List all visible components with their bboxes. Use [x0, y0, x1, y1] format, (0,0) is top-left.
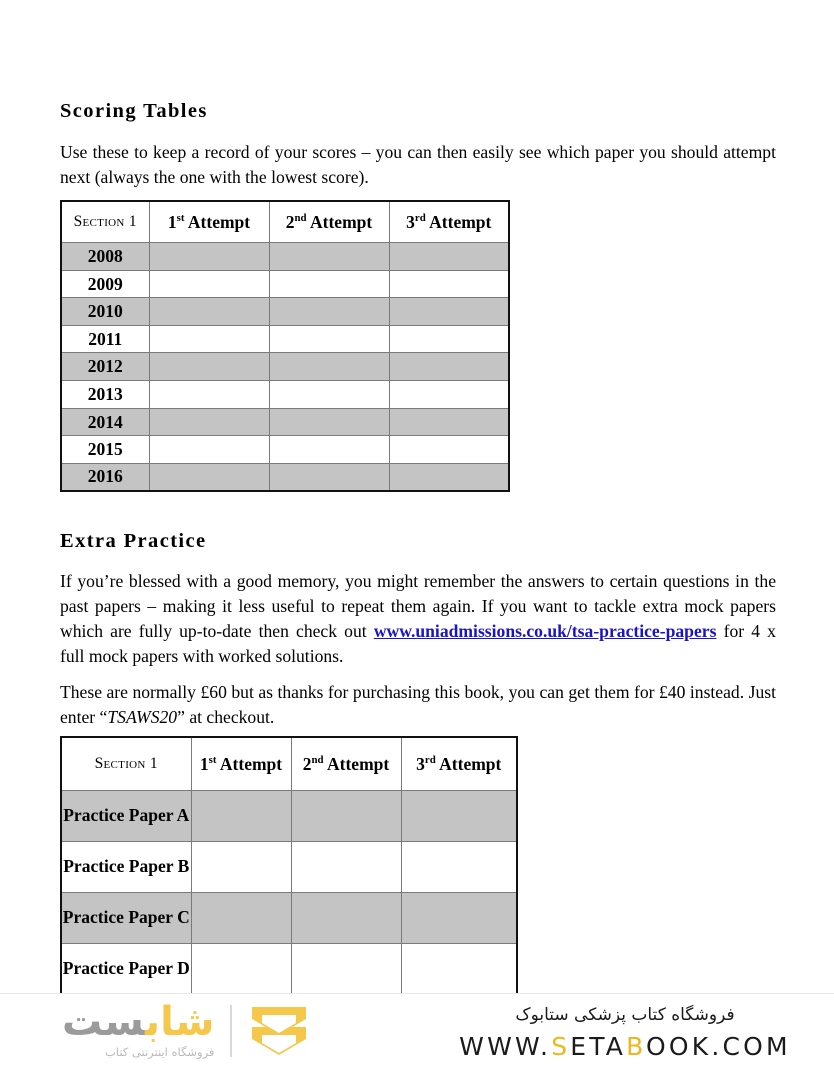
footer-text-group — [455, 1004, 795, 1061]
score-entry-cell[interactable] — [401, 943, 517, 994]
header-section-label: Section 1 — [61, 737, 191, 790]
header-attempt-1 — [149, 201, 269, 242]
score-entry-cell[interactable] — [389, 242, 509, 270]
header-attempt-1-suffix: st — [208, 754, 217, 767]
url-prefix: WWW. — [459, 1032, 552, 1062]
header-attempt-3-word: Attempt — [439, 753, 502, 774]
year-label-cell: 2009 — [61, 270, 149, 298]
header-attempt-2-suffix: nd — [311, 754, 324, 767]
score-entry-cell[interactable] — [149, 380, 269, 408]
score-entry-cell[interactable] — [389, 408, 509, 436]
url-highlight-b: B — [626, 1032, 647, 1062]
paragraph-1-text-before-link: If you’re blessed with a good memory, you might remember the answers to certain questions in the past papers – making it less useful to repeat them again. If you want to tackle extra mock papers which are fully up-to-date then check out — [60, 571, 776, 642]
practice-paper-label-cell: Practice Paper A — [61, 790, 191, 841]
score-entry-cell[interactable] — [269, 270, 389, 298]
score-entry-cell[interactable] — [149, 325, 269, 353]
extra-practice-paragraph-2 — [60, 680, 776, 730]
header-attempt-2-word: Attempt — [327, 753, 390, 774]
score-entry-cell[interactable] — [149, 242, 269, 270]
score-entry-cell[interactable] — [291, 790, 401, 841]
paragraph-2-text-before-code: These are normally £60 but as thanks for purchasing this book, you can get them for £40 instead. Just enter “ — [60, 682, 776, 728]
year-label-cell: 2014 — [61, 408, 149, 436]
score-entry-cell[interactable] — [269, 380, 389, 408]
table-header-row — [61, 737, 517, 790]
header-attempt-1-word: Attempt — [187, 212, 251, 233]
header-attempt-1-word: Attempt — [219, 753, 283, 774]
table-header-row — [61, 201, 509, 242]
score-entry-cell[interactable] — [269, 408, 389, 436]
url-suffix: OOK.COM — [646, 1032, 791, 1062]
section-spacer — [60, 492, 776, 530]
footer-website-url[interactable] — [455, 1032, 795, 1061]
score-entry-cell[interactable] — [389, 353, 509, 381]
year-label-cell: 2011 — [61, 325, 149, 353]
table-row — [61, 943, 517, 994]
header-attempt-2-ordinal: 2 — [285, 212, 295, 233]
score-entry-cell[interactable] — [191, 892, 291, 943]
scoring-table-body — [61, 242, 509, 490]
header-attempt-2 — [269, 201, 389, 242]
score-entry-cell[interactable] — [291, 841, 401, 892]
header-attempt-3-ordinal: 3 — [406, 212, 415, 233]
score-entry-cell[interactable] — [401, 790, 517, 841]
score-entry-cell[interactable] — [269, 463, 389, 491]
table-row — [61, 298, 509, 326]
table-row — [61, 242, 509, 270]
table-row — [61, 408, 509, 436]
logo-subtitle: فروشگاه اینترنتی کتاب — [104, 1045, 215, 1059]
paragraph-1-text-after-link: for 4 x full mock papers with worked solutions. — [60, 621, 776, 667]
year-label-cell: 2008 — [61, 242, 149, 270]
scoring-tables-heading: Scoring Tables — [60, 100, 208, 122]
practice-papers-table — [60, 736, 518, 995]
score-entry-cell[interactable] — [269, 242, 389, 270]
score-entry-cell[interactable] — [291, 943, 401, 994]
logo-divider — [230, 1005, 232, 1057]
score-entry-cell[interactable] — [389, 436, 509, 464]
header-attempt-3 — [401, 737, 517, 790]
year-label-cell: 2015 — [61, 436, 149, 464]
table-row — [61, 270, 509, 298]
table-row — [61, 841, 517, 892]
score-entry-cell[interactable] — [389, 325, 509, 353]
document-content — [60, 100, 776, 995]
year-label-cell: 2010 — [61, 298, 149, 326]
url-middle: ETA — [570, 1032, 627, 1062]
table-row — [61, 353, 509, 381]
score-entry-cell[interactable] — [149, 270, 269, 298]
url-highlight-s: S — [551, 1032, 571, 1062]
header-attempt-2-ordinal: 2 — [302, 753, 312, 774]
header-attempt-2-word: Attempt — [310, 212, 373, 233]
score-entry-cell[interactable] — [149, 436, 269, 464]
scoring-intro-paragraph: Use these to keep a record of your scores – you can then easily see which paper you should attempt next (always the one with the lowest score). — [60, 141, 776, 187]
header-attempt-3-suffix: rd — [424, 754, 436, 767]
double-chevron-icon — [248, 1003, 310, 1059]
table-row — [61, 790, 517, 841]
promo-code: TSAWS20 — [107, 707, 178, 728]
score-entry-cell[interactable] — [401, 892, 517, 943]
header-attempt-2 — [291, 737, 401, 790]
footer-tagline-persian: فروشگاه کتاب پزشکی ستابوک — [515, 1005, 735, 1025]
setabook-logo-wordmark — [62, 999, 215, 1059]
score-entry-cell[interactable] — [149, 408, 269, 436]
header-section-label: Section 1 — [61, 201, 149, 242]
score-entry-cell[interactable] — [191, 943, 291, 994]
table-row — [61, 436, 509, 464]
score-entry-cell[interactable] — [269, 325, 389, 353]
year-label-cell: 2012 — [61, 353, 149, 381]
score-entry-cell[interactable] — [389, 380, 509, 408]
logo-script-yellow-part: شاب — [145, 999, 215, 1045]
score-entry-cell[interactable] — [389, 270, 509, 298]
score-entry-cell[interactable] — [389, 298, 509, 326]
score-entry-cell[interactable] — [269, 353, 389, 381]
score-entry-cell[interactable] — [269, 436, 389, 464]
practice-paper-label-cell: Practice Paper D — [61, 943, 191, 994]
footer-logo-group — [62, 999, 310, 1059]
practice-paper-label-cell: Practice Paper C — [61, 892, 191, 943]
header-attempt-3 — [389, 201, 509, 242]
score-entry-cell[interactable] — [291, 892, 401, 943]
table-row — [61, 380, 509, 408]
scoring-table — [60, 200, 510, 491]
paragraph-2-text-after-code: ” at checkout. — [177, 707, 275, 728]
header-attempt-2-suffix: nd — [294, 212, 307, 225]
year-label-cell: 2013 — [61, 380, 149, 408]
header-attempt-3-ordinal: 3 — [416, 753, 425, 774]
extra-practice-paragraph-1 — [60, 569, 776, 669]
header-attempt-1 — [191, 737, 291, 790]
score-entry-cell[interactable] — [149, 463, 269, 491]
practice-paper-label-cell: Practice Paper B — [61, 841, 191, 892]
year-label-cell: 2016 — [61, 463, 149, 491]
practice-table-body — [61, 790, 517, 994]
extra-practice-heading: Extra Practice — [60, 529, 207, 552]
score-entry-cell[interactable] — [191, 790, 291, 841]
table-row — [61, 325, 509, 353]
header-attempt-3-word: Attempt — [429, 212, 492, 233]
scoring-table-head — [61, 201, 509, 242]
logo-script-gray-part: ست — [62, 999, 146, 1045]
header-attempt-1-ordinal: 1 — [167, 212, 177, 233]
score-entry-cell[interactable] — [149, 298, 269, 326]
score-entry-cell[interactable] — [389, 463, 509, 491]
header-attempt-3-suffix: rd — [414, 212, 426, 225]
header-attempt-1-suffix: st — [176, 212, 185, 225]
footer-banner — [0, 993, 834, 1080]
logo-script-text — [62, 999, 215, 1045]
table-row — [61, 463, 509, 491]
score-entry-cell[interactable] — [269, 298, 389, 326]
score-entry-cell[interactable] — [191, 841, 291, 892]
score-entry-cell[interactable] — [149, 353, 269, 381]
table-row — [61, 892, 517, 943]
practice-papers-link[interactable]: www.uniadmissions.co.uk/tsa-practice-papers — [373, 621, 717, 642]
header-attempt-1-ordinal: 1 — [199, 753, 209, 774]
score-entry-cell[interactable] — [401, 841, 517, 892]
practice-table-head — [61, 737, 517, 790]
